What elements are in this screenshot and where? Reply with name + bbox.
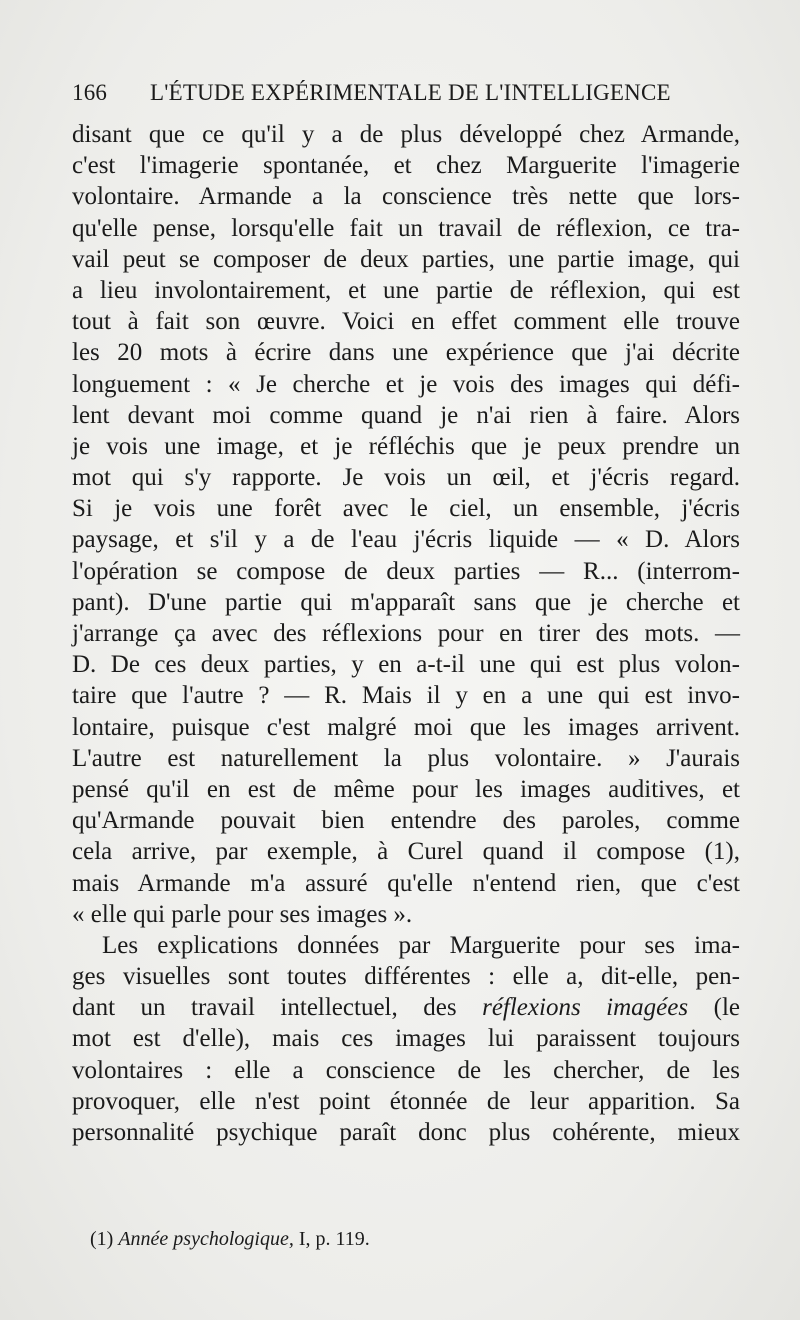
running-title: L'ÉTUDE EXPÉRIMENTALE DE L'INTELLIGENCE [150,80,671,105]
text-line: qu'elle pense, lorsqu'elle fait un travail de réflexion, ce tra- [72,214,740,242]
running-head [72,80,672,114]
footnote-marker: (1) [90,1228,114,1250]
text-line: l'opération se compose de deux parties — R... (interrom- [72,557,740,585]
text-line: ges visuelles sont toutes différentes : elle a, dit-elle, pen- [72,963,740,991]
text-line: lent devant moi comme quand je n'ai rien à faire. Alors [72,401,740,429]
text-line: volontaire. Armande a la conscience très nette que lors- [72,183,740,211]
text-line: mot est d'elle), mais ces images lui paraissent toujours [72,1025,740,1053]
text-line: D. De ces deux parties, y en a-t-il une qui est plus volon- [72,651,740,679]
text-line: pant). D'une partie qui m'apparaît sans que je cherche et [72,588,740,616]
footnote-reference: I, p. 119. [298,1228,370,1250]
text-line: disant que ce qu'il y a de plus développé chez Armande, [72,121,740,148]
text-line: pensé qu'il en est de même pour les images auditives, et [72,775,740,803]
text-line: a lieu involontairement, et une partie de réflexion, qui est [72,276,740,304]
text-line: cela arrive, par exemple, à Curel quand il compose (1), [72,838,740,866]
text-line: c'est l'imagerie spontanée, et chez Marguerite l'imagerie [72,152,740,180]
paragraph-2 [72,930,740,1148]
footnote-work-title: Année psychologique, [118,1228,294,1250]
text-line: paysage, et s'il y a de l'eau j'écris liquide — « D. Alors [72,526,740,554]
text-line: tout à fait son œuvre. Voici en effet comment elle trouve [72,308,740,336]
text-line: provoquer, elle n'est point étonnée de leur apparition. Sa [72,1087,740,1115]
text-line: Si je vois une forêt avec le ciel, un ensemble, j'écris [72,495,740,523]
text-line: je vois une image, et je réfléchis que je peux prendre un [72,432,740,460]
text-line: L'autre est naturellement la plus volontaire. » J'aurais [72,744,740,772]
text-line: les 20 mots à écrire dans une expérience que j'ai décrite [72,339,740,367]
italic-phrase: réflexions imagées [482,994,689,1022]
text-segment: (le [713,994,740,1022]
text-line: « elle qui parle pour ses images ». [72,900,413,928]
paragraph-1 [72,119,740,930]
page-number: 166 [72,80,108,105]
text-line: volontaires : elle a conscience de les chercher, de les [72,1056,740,1084]
footnote [90,1228,370,1251]
text-segment: dant un travail intellectuel, des [72,994,457,1022]
text-line-with-italic [72,992,740,1023]
text-line: vail peut se composer de deux parties, une partie image, qui [72,245,740,273]
text-line: personnalité psychique paraît donc plus cohérente, mieux [72,1119,740,1146]
text-line: mais Armande m'a assuré qu'elle n'entend rien, que c'est [72,869,740,897]
body-text [72,119,740,1148]
text-line: mot qui s'y rapporte. Je vois un œil, et j'écris regard. [72,464,740,492]
text-line: lontaire, puisque c'est malgré moi que les images arrivent. [72,713,740,741]
text-line: Les explications données par Marguerite pour ses ima- [102,931,740,959]
text-line: qu'Armande pouvait bien entendre des paroles, comme [72,807,740,835]
text-line: longuement : « Je cherche et je vois des images qui défi- [72,370,740,398]
text-line: j'arrange ça avec des réflexions pour en tirer des mots. — [72,620,740,647]
text-line: taire que l'autre ? — R. Mais il y en a une qui est invo- [72,682,740,710]
